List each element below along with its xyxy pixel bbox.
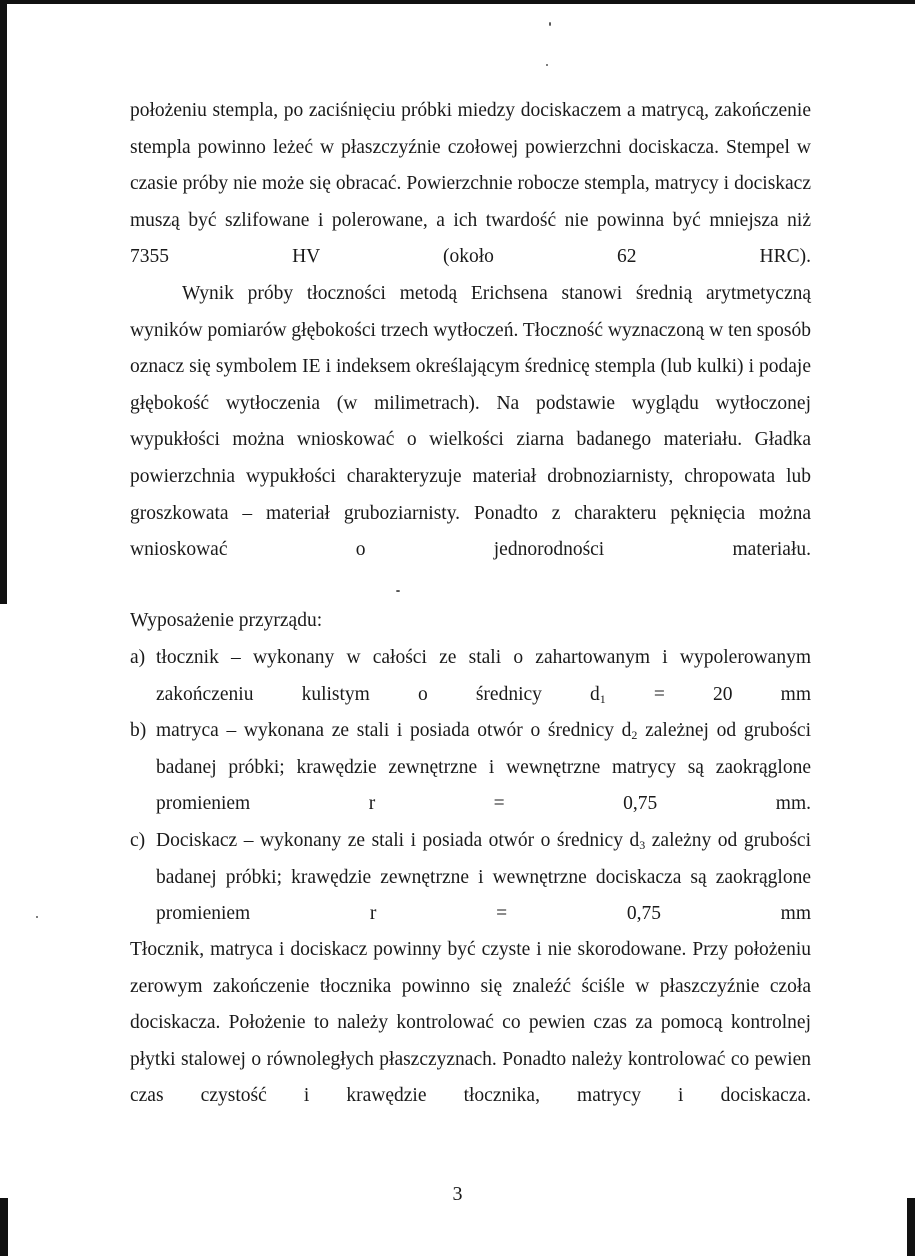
section-heading-equipment: Wyposażenie przyrządu: <box>130 610 323 631</box>
list-item-text: matryca – wykonana ze stali i posiada otwór o średnicy d <box>156 720 632 742</box>
paragraph-stamp-position: położeniu stempla, po zaciśnięciu próbki miedzy dociskaczem a matrycą, zakończenie stempla powinno leżeć w płaszczyźnie czołowej powierzchni dociskacza. Stempel w czasie próby nie może się obracać. Powierzchnie robocze stempla, matrycy i dociskacz muszą być szlifowane i polerowane, a ich twardość nie powinna być mniejsza niż 7355 HV (około 62 HRC). <box>130 100 811 268</box>
scan-border-top <box>0 0 915 4</box>
list-item-subscript: 1 <box>599 691 606 706</box>
list-item-label: b) <box>130 720 147 742</box>
list-item-subscript: 2 <box>631 728 638 743</box>
list-item-subscript: 3 <box>639 837 646 852</box>
list-item-label: a) <box>130 647 146 668</box>
list-item-punch <box>130 640 811 713</box>
scan-speck <box>396 590 400 592</box>
scan-speck <box>549 22 551 26</box>
paragraph-erichsen-result: Wynik próby tłoczności metodą Erichsena stanowi średnią arytmetyczną wyników pomiarów głębokości trzech wytłoczeń. Tłoczność wyznaczoną w ten sposób oznacz się symbolem IE i indeksem określającym średnicę stempla (lub kulki) i podaje głębokość wytłoczenia (w milimetrach). Na podstawie wyglądu wytłoczonej wypukłości można wnioskować o wielkości ziarna badanego materiału. Gładka powierzchnia wypukłości charakteryzuje materiał drobnoziarnisty, chropowata lub groszkowata – materiał gruboziarnisty. Ponadto z charakteru pęknięcia można wnioskować o jednorodności materiału. <box>130 283 811 561</box>
list-item-die <box>130 713 811 823</box>
list-item-label: c) <box>130 829 146 851</box>
scan-border-left <box>0 0 7 604</box>
list-item-text: Dociskacz – wykonany ze stali i posiada otwór o średnicy d <box>156 829 640 851</box>
list-item-text: tłocznik – wykonany w całości ze stali o zahartowanym i wypolerowanym zakończeniu kulistym o średnicy d <box>156 647 811 705</box>
list-item-text-end: zależny od grubości badanej próbki; krawędzie zewnętrzne i wewnętrzne dociskacza są zaokrąglone promieniem r = 0,75 mm <box>156 829 811 925</box>
scan-border-right-bottom <box>907 1198 915 1256</box>
scan-speck <box>546 64 548 66</box>
page-number: 3 <box>452 1183 463 1205</box>
list-item-blank-holder <box>130 823 811 933</box>
scan-border-left-bottom <box>0 1198 8 1256</box>
list-item-text-end: zależnej od grubości badanej próbki; krawędzie zewnętrzne i wewnętrzne matrycy są zaokrąglone promieniem r = 0,75 mm. <box>156 720 812 815</box>
paragraph-maintenance: Tłocznik, matryca i dociskacz powinny być czyste i nie skorodowane. Przy położeniu zerowym zakończenie tłocznika powinno się znaleźć ściśle w płaszczyźnie czoła dociskacza. Położenie to należy kontrolować co pewien czas za pomocą kontrolnej płytki stalowej o równoległych płaszczyznach. Ponadto należy kontrolować co pewien czas czystość i krawędzie tłocznika, matrycy i dociskacza. <box>130 939 811 1107</box>
scan-speck <box>36 916 38 918</box>
equipment-list <box>130 640 811 933</box>
list-item-text-end: = 20 mm <box>605 683 811 705</box>
